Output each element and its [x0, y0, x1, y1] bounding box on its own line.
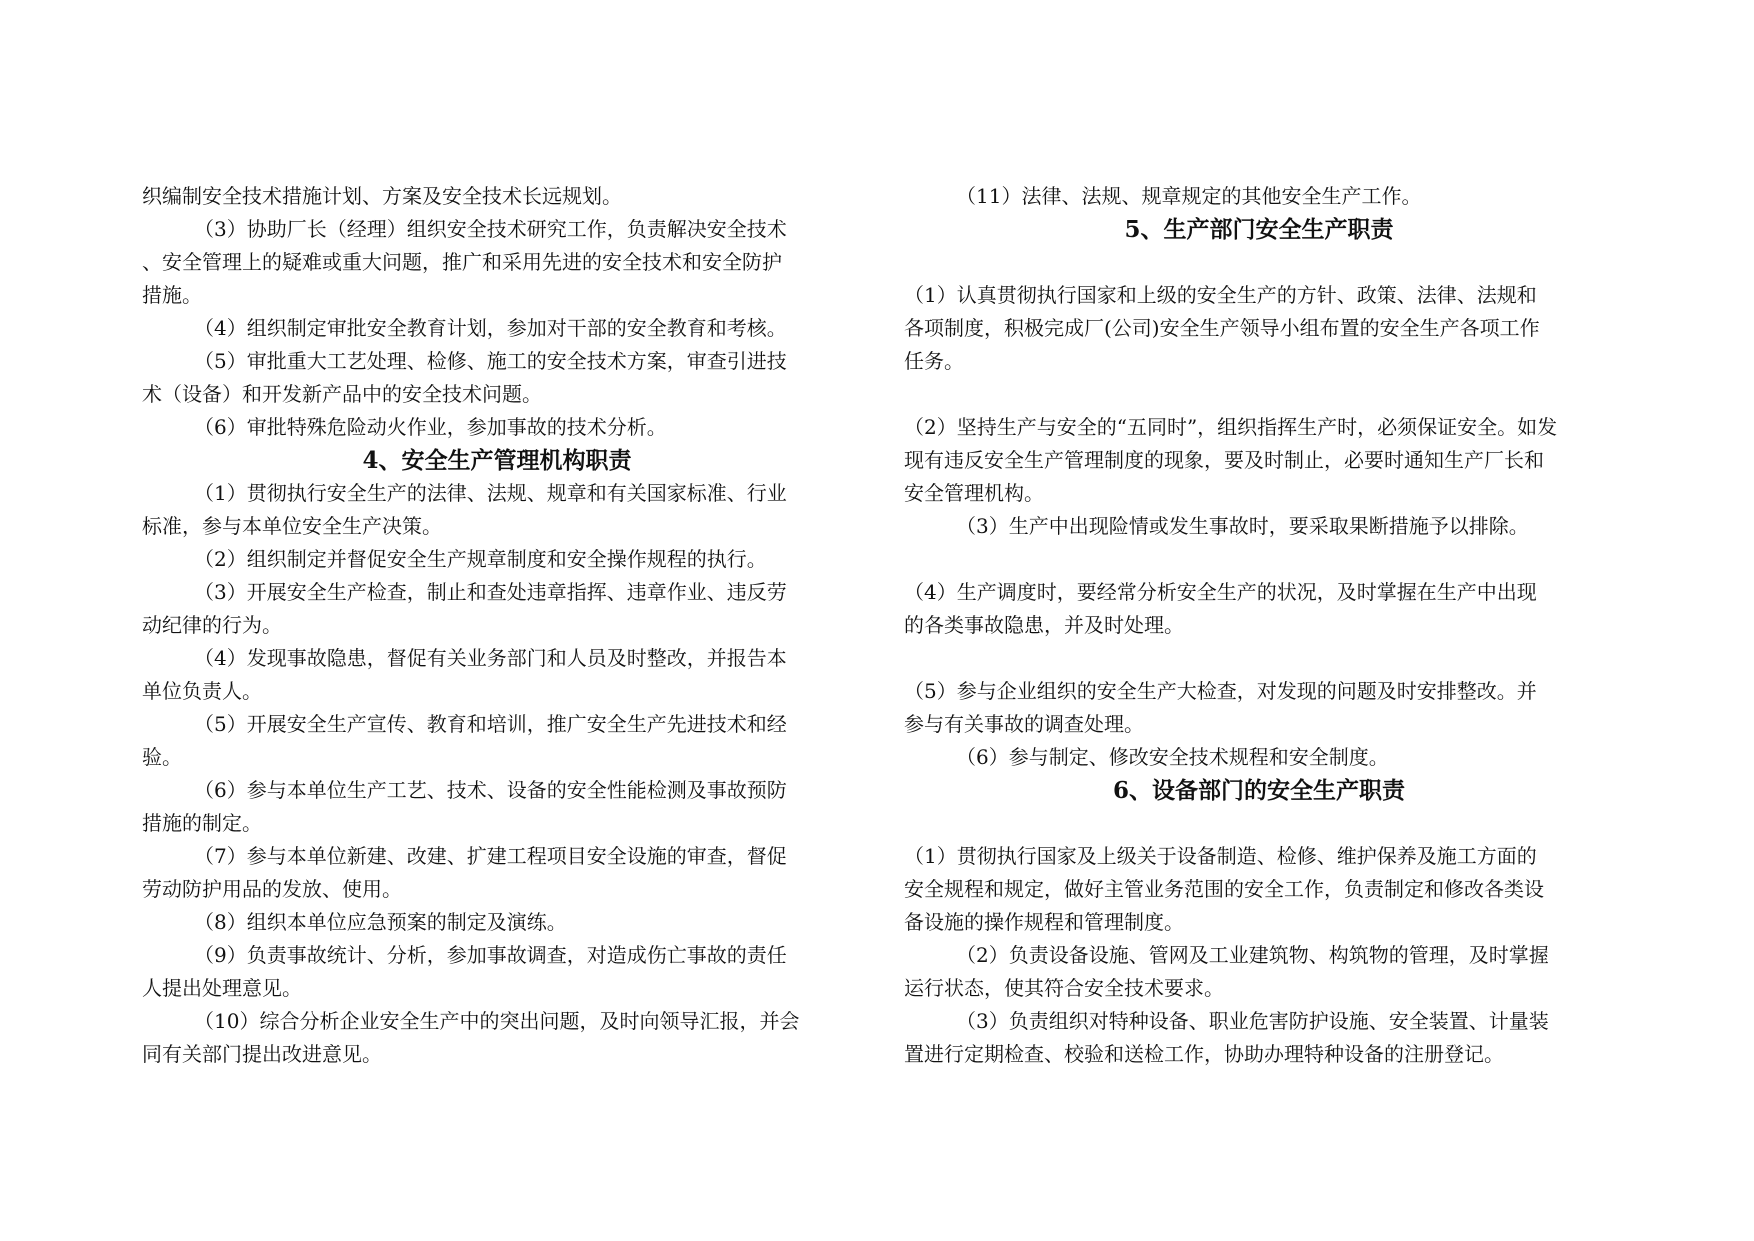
text-line: 人提出处理意见。	[142, 976, 302, 1000]
text-line: 置进行定期检查、校验和送检工作，协助办理特种设备的注册登记。	[904, 1042, 1504, 1066]
text-line: （1）认真贯彻执行国家和上级的安全生产的方针、政策、法律、法规和	[904, 283, 1537, 307]
text-line: （5）开展安全生产宣传、教育和培训，推广安全生产先进技术和经	[194, 712, 787, 736]
text-line: （3）开展安全生产检查，制止和查处违章指挥、违章作业、违反劳	[194, 580, 787, 604]
text-line: （10）综合分析企业安全生产中的突出问题，及时向领导汇报，并会	[194, 1009, 800, 1033]
blank-line	[904, 642, 1614, 675]
text-line: 任务。	[904, 349, 964, 373]
text-line: 术（设备）和开发新产品中的安全技术问题。	[142, 382, 542, 406]
text-line: （4）组织制定审批安全教育计划，参加对干部的安全教育和考核。	[194, 316, 787, 340]
text-line: （5）审批重大工艺处理、检修、施工的安全技术方案，审查引进技	[194, 349, 787, 373]
text-line: 同有关部门提出改进意见。	[142, 1042, 382, 1066]
text-line: 备设施的操作规程和管理制度。	[904, 910, 1184, 934]
text-line: 验。	[142, 745, 182, 769]
text-line: （5）参与企业组织的安全生产大检查，对发现的问题及时安排整改。并	[904, 679, 1537, 703]
text-line: 各项制度，积极完成厂(公司)安全生产领导小组布置的安全生产各项工作	[904, 316, 1540, 340]
blank-line	[904, 246, 1614, 279]
text-line: （8）组织本单位应急预案的制定及演练。	[194, 910, 567, 934]
text-line: （6）参与制定、修改安全技术规程和安全制度。	[956, 745, 1389, 769]
text-line: 劳动防护用品的发放、使用。	[142, 877, 402, 901]
text-line: （4）生产调度时，要经常分析安全生产的状况，及时掌握在生产中出现	[904, 580, 1537, 604]
text-line: 现有违反安全生产管理制度的现象，要及时制止，必要时通知生产厂长和	[904, 448, 1544, 472]
blank-line	[904, 378, 1614, 411]
text-line: （4）发现事故隐患，督促有关业务部门和人员及时整改，并报告本	[194, 646, 787, 670]
text-line: （6）审批特殊危险动火作业，参加事故的技术分析。	[194, 415, 667, 439]
text-line: （3）负责组织对特种设备、职业危害防护设施、安全装置、计量装	[956, 1009, 1549, 1033]
text-line: （2）组织制定并督促安全生产规章制度和安全操作规程的执行。	[194, 547, 767, 571]
text-line: 参与有关事故的调查处理。	[904, 712, 1144, 736]
text-line: （6）参与本单位生产工艺、技术、设备的安全性能检测及事故预防	[194, 778, 787, 802]
text-line: （7）参与本单位新建、改建、扩建工程项目安全设施的审查，督促	[194, 844, 787, 868]
text-line: 安全管理机构。	[904, 481, 1044, 505]
text-line: 、安全管理上的疑难或重大问题，推广和采用先进的安全技术和安全防护	[142, 250, 782, 274]
text-line: 安全规程和规定，做好主管业务范围的安全工作，负责制定和修改各类设	[904, 877, 1544, 901]
text-line: 的各类事故隐患，并及时处理。	[904, 613, 1184, 637]
section-heading: 4、安全生产管理机构职责	[362, 447, 632, 474]
text-line: （1）贯彻执行安全生产的法律、法规、规章和有关国家标准、行业	[194, 481, 787, 505]
left-column	[142, 180, 852, 1071]
section-heading: 6、设备部门的安全生产职责	[1112, 777, 1405, 804]
blank-line	[904, 543, 1614, 576]
text-line: （9）负责事故统计、分析，参加事故调查，对造成伤亡事故的责任	[194, 943, 787, 967]
text-line: 措施的制定。	[142, 811, 262, 835]
text-line: 运行状态，使其符合安全技术要求。	[904, 976, 1224, 1000]
text-line: （3）协助厂长（经理）组织安全技术研究工作，负责解决安全技术	[194, 217, 787, 241]
section-heading: 5、生产部门安全生产职责	[1124, 216, 1394, 243]
text-line: （2）坚持生产与安全的“五同时”，组织指挥生产时，必须保证安全。如发	[904, 415, 1558, 439]
text-line: （1）贯彻执行国家及上级关于设备制造、检修、维护保养及施工方面的	[904, 844, 1537, 868]
text-line: （3）生产中出现险情或发生事故时，要采取果断措施予以排除。	[956, 514, 1529, 538]
text-line: （11）法律、法规、规章规定的其他安全生产工作。	[956, 184, 1422, 208]
text-line: 动纪律的行为。	[142, 613, 282, 637]
text-line: （2）负责设备设施、管网及工业建筑物、构筑物的管理，及时掌握	[956, 943, 1549, 967]
text-line: 措施。	[142, 283, 202, 307]
right-column	[904, 180, 1614, 1071]
text-line: 单位负责人。	[142, 679, 262, 703]
text-line: 标准，参与本单位安全生产决策。	[142, 514, 442, 538]
text-line: 织编制安全技术措施计划、方案及安全技术长远规划。	[142, 184, 622, 208]
blank-line	[904, 807, 1614, 840]
